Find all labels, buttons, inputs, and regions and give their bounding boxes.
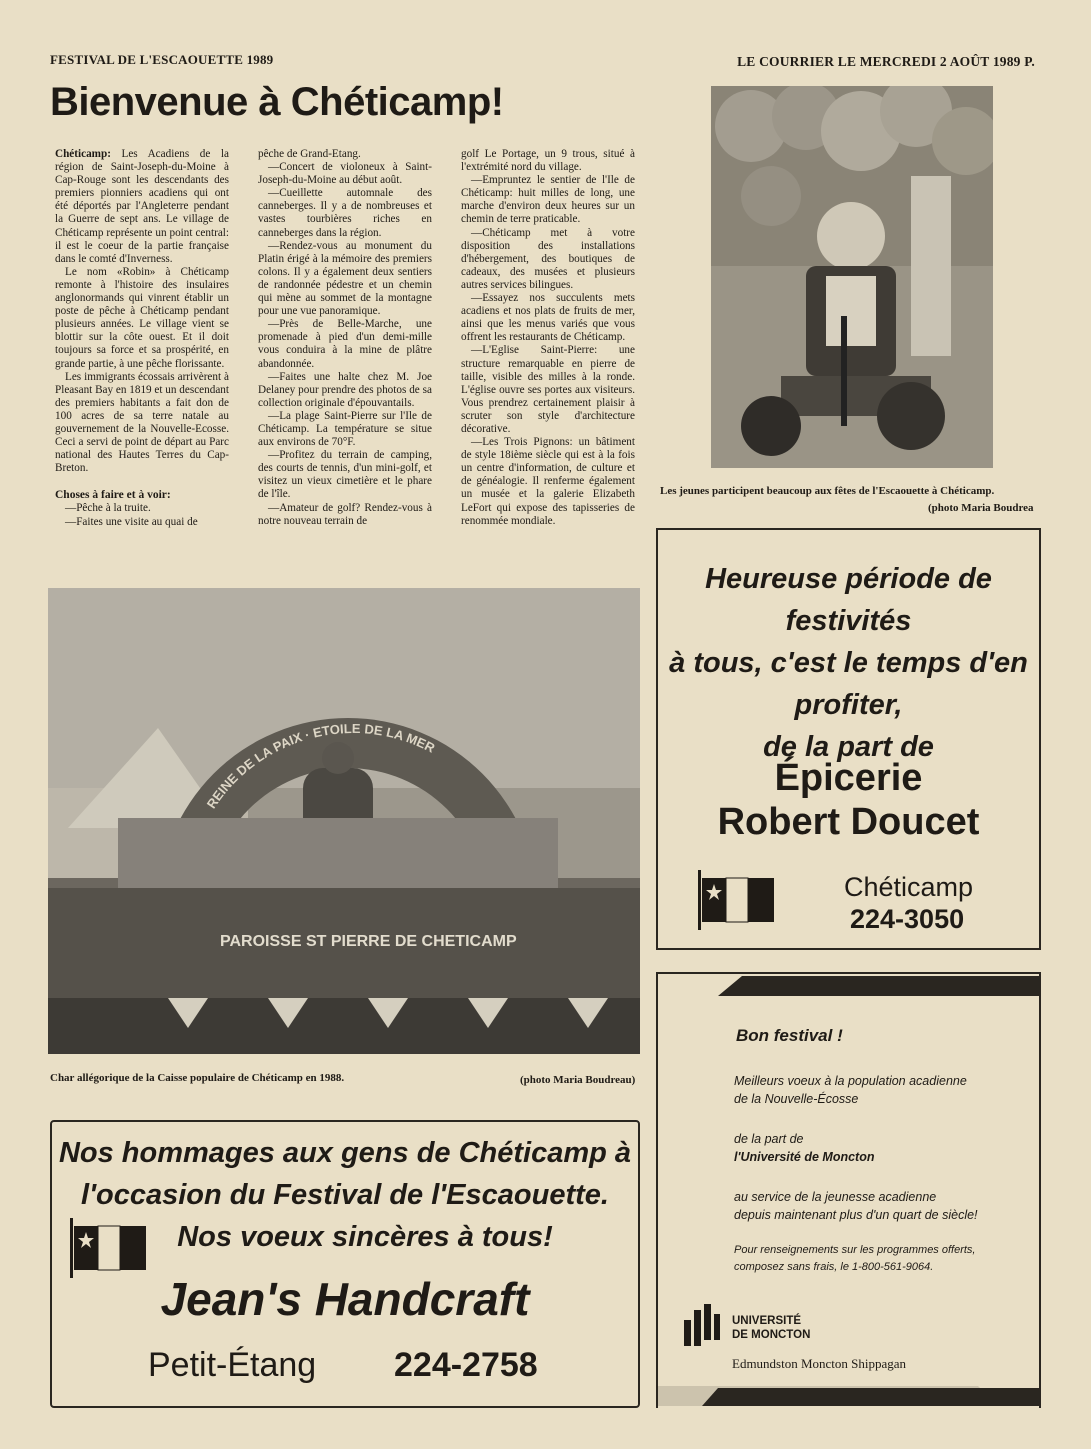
article-column-3 <box>461 148 635 528</box>
ad-epicerie-phone: 224-3050 <box>850 904 965 934</box>
universite-campuses: Edmundston Moncton Shippagan <box>732 1356 907 1371</box>
paragraph: golf Le Portage, un 9 trous, situé à l'extrémité nord du village. <box>461 148 635 174</box>
acadian-flag-icon <box>696 870 778 930</box>
article-column-1 <box>55 148 229 529</box>
ad-jeans-name: Jean's Handcraft <box>160 1273 530 1325</box>
ad-jeans-message: Nos hommages aux gens de Chéticamp à l'occasion du Festival de l'Escaouette. Nos voeux sincères à tous! <box>58 1137 632 1253</box>
ad-epicerie-robert-doucet <box>656 528 1041 950</box>
paragraph: —Rendez-vous au monument du Platin érigé à la mémoire des premiers colons. Il y a également deux sentiers de randonnée pédestre et un chemin qui mène au sommet de la montagne pour une vue panoramique. <box>258 239 432 318</box>
paragraph: —Chéticamp met à votre disposition des installations d'hébergement, des boutiques de cadeaux, des musées et plusieurs autres services bilingues. <box>461 226 635 291</box>
paragraph: Le nom «Robin» à Chéticamp remonte à l'histoire des insulaires anglonormands qui vinrent établir un poste de pêche à Chéticamp pendant plusieurs années. Le village vient se blottir sur la côte ouest. Et il doit toujours sa force et sa prospérité, en grande partie, à une pêche florissante. <box>55 265 229 370</box>
ad-jeans-handcraft <box>50 1120 640 1408</box>
headline: Bienvenue à Chéticamp! <box>50 80 504 124</box>
photo-float-caption: Char allégorique de la Caisse populaire de Chéticamp en 1988. <box>50 1072 345 1084</box>
photo-child-on-tricycle <box>711 86 993 468</box>
paragraph: —Concert de violoneux à Saint-Joseph-du-Moine au début août. <box>258 161 432 187</box>
ad-epicerie-slogan: Heureuse période de festivités à tous, c'est le temps d'en profiter, de la part de <box>669 563 1028 763</box>
ad-universite-wishes: Meilleurs voeux à la population acadienne de la Nouvelle-Écosse <box>734 1074 967 1106</box>
paragraph: —Près de Belle-Marche, une promenade à pied d'un demi-mille vous conduira à la mine de plâtre abandonnée. <box>258 318 432 370</box>
paragraph: pêche de Grand-Etang. <box>258 148 361 160</box>
ad-universite-info: Pour renseignements sur les programmes offerts, composez sans frais, le 1-800-561-9064. <box>734 1244 976 1273</box>
universite-logo-icon <box>682 1302 722 1348</box>
float-banner-text: PAROISSE ST PIERRE DE CHETICAMP <box>220 933 517 950</box>
ad-epicerie-name: Épicerie Robert Doucet <box>717 757 980 843</box>
ad-bottom-stripe <box>658 1384 1039 1408</box>
paragraph: —La plage Saint-Pierre sur l'Ile de Chéticamp. La température se situe aux environs de 70°F. <box>258 409 432 449</box>
running-header-right: LE COURRIER LE MERCREDI 2 AOÛT 1989 P. <box>737 54 1035 69</box>
paragraph: —Profitez du terrain de camping, des courts de tennis, d'un mini-golf, et visitez un vieux cimetière et le phare de l'île. <box>258 449 432 501</box>
ad-universite-de-moncton <box>656 972 1041 1408</box>
paragraph: Les immigrants écossais arrivèrent à Pleasant Bay en 1819 et un descendant des premiers habitants a fait don de 100 acres de sa terre natale au gouvernement de la Nouvelle-Ecosse. Ceci a servi de point de départ au Parc national des Hautes Terres du Cap-Breton. <box>55 370 229 475</box>
ad-top-stripe <box>658 972 1039 998</box>
article-column-2 <box>258 148 432 528</box>
photo-parade-float <box>48 588 640 1054</box>
float-arch-text: REINE DE LA PAIX · ETOILE DE LA MER <box>203 720 438 812</box>
photo-child-credit: (photo Maria Boudrea <box>928 502 1034 514</box>
photo-child-caption: Les jeunes participent beaucoup aux fêtes de l'Escaouette à Chéticamp. <box>660 485 995 497</box>
ad-jeans-place: Petit-Étang <box>148 1346 317 1384</box>
running-header-left: FESTIVAL DE L'ESCAOUETTE 1989 <box>50 52 274 67</box>
paragraph: —L'Eglise Saint-Pierre: une structure remarquable en pierre de taille, visible des milles à la ronde. L'église ouvre ses portes aux visiteurs. Vous prendrez certainement plaisir à scruter son style d'architecture décorative. <box>461 344 635 435</box>
photo-float-image <box>48 588 640 1054</box>
acadian-flag-icon <box>68 1218 150 1278</box>
paragraph: —Faites une visite au quai de <box>65 515 198 528</box>
universite-logo-text: UNIVERSITÉ DE MONCTON <box>732 1315 811 1341</box>
ad-universite-service: au service de la jeunesse acadienne depuis maintenant plus d'un quart de siècle! <box>734 1190 978 1222</box>
paragraph: —Les Trois Pignons: un bâtiment de style 18ième siècle qui est à la fois un centre d'information, de culture et de généalogie. Il renferme également un musée et la galerie Elizabeth LeFort qui expose des tapisseries de renommée mondiale. <box>461 436 635 527</box>
paragraph: —Empruntez le sentier de l'Ile de Chéticamp: huit milles de long, une marche d'environ deux heures sur un chemin de terre praticable. <box>461 174 635 226</box>
ad-universite-from: de la part de l'Université de Moncton <box>734 1132 875 1164</box>
ad-epicerie-place: Chéticamp <box>844 872 974 902</box>
ad-universite-title: Bon festival ! <box>736 1026 843 1045</box>
paragraph: —Essayez nos succulents mets acadiens et nos plats de fruits de mer, ainsi que les menus variés que vous offrent les restaurants de Chéticamp. <box>461 292 635 344</box>
paragraph: Chéticamp: Les Acadiens de la région de Saint-Joseph-du-Moine à Cap-Rouge sont les descendants des premiers pionniers acadiens qui ont été déportés par l'Angleterre pendant la Guerre de sept ans. Le village de Chéticamp représente un point central: il est le coeur de la partie française dans le comté d'Inverness. <box>55 148 229 265</box>
paragraph: —Pêche à la truite. <box>65 502 151 515</box>
ad-jeans-phone: 224-2758 <box>394 1346 538 1384</box>
paragraph: —Faites une halte chez M. Joe Delaney pour prendre des photos de sa collection originale d'épouvantails. <box>258 370 432 409</box>
paragraph: —Cueillette automnale des canneberges. Il y a de nombreuses et vastes tourbières riches en canneberges dans la région. <box>258 187 432 239</box>
paragraph: —Amateur de golf? Rendez-vous à notre nouveau terrain de <box>258 501 432 527</box>
photo-float-credit: (photo Maria Boudreau) <box>520 1074 636 1086</box>
photo-child-image <box>711 86 993 468</box>
subhead: Choses à faire et à voir: <box>55 489 171 502</box>
